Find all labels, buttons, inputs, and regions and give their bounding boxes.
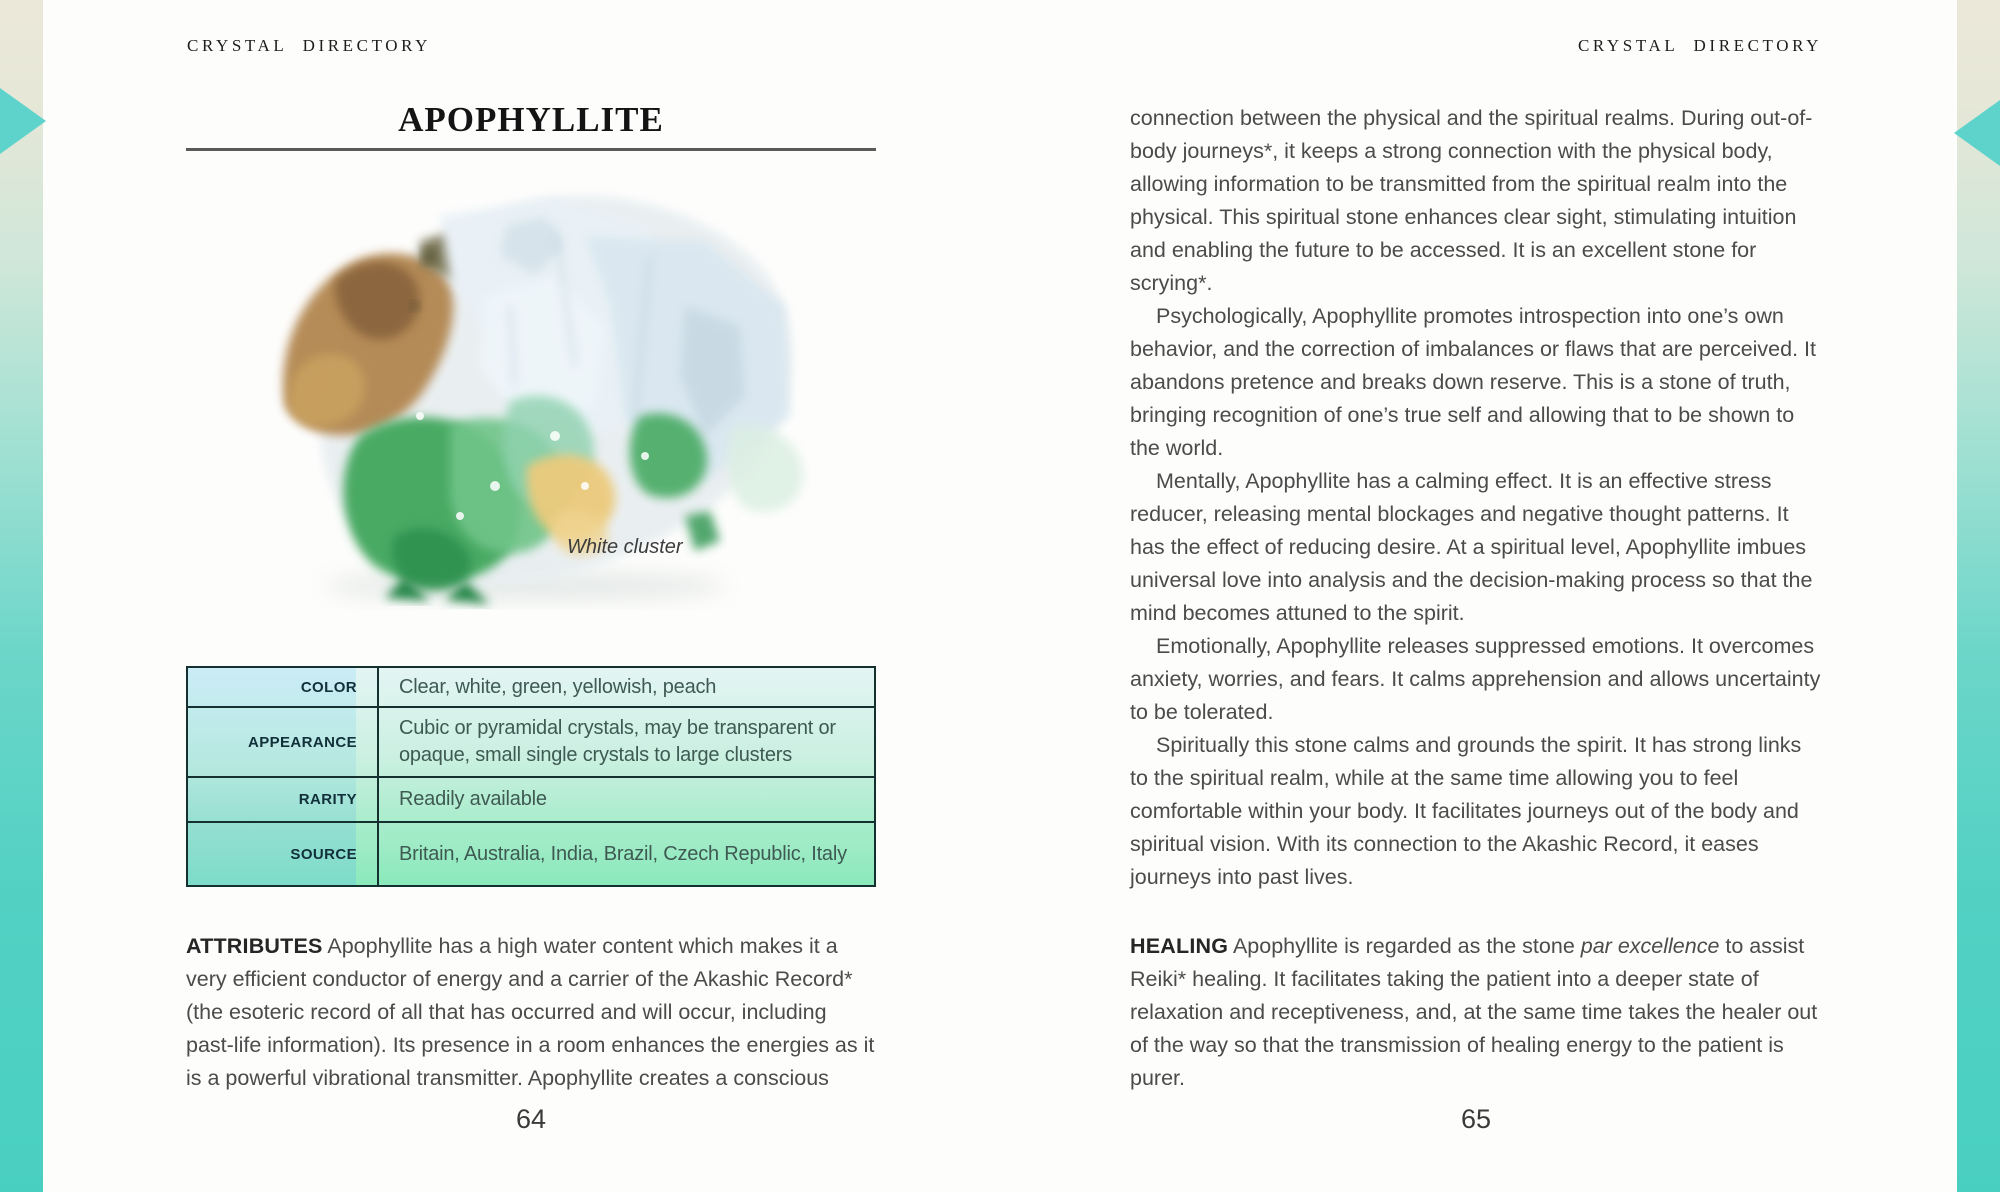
table-row-source — [187, 822, 875, 886]
table-row-rarity — [187, 777, 875, 822]
row-label: APPEARANCE — [187, 707, 378, 777]
paragraph: Spiritually this stone calms and grounds the spirit. It has strong links to the spiritual realm, while at the same time allowing you to feel comfortable within your body. It facilitates journeys out of the body and spiritual vision. With its connection to the Akashic Record, it eases journeys into past lives. — [1130, 733, 1802, 889]
spec-table — [186, 666, 876, 887]
paragraph: Mentally, Apophyllite has a calming effect. It is an effective stress reducer, releasing mental blockages and negative thought patterns. It has the effect of reducing desire. At a spiritual level, Apophyllite imbues universal love into analysis and the decision-making process so that the mind becomes attuned to the spirit. — [1130, 469, 1813, 625]
paragraph: Psychologically, Apophyllite promotes introspection into one’s own behavior, and the correction of imbalances or flaws that are perceived. It abandons pretence and breaks down reserve. This is a stone of truth, bringing recognition of one’s true self and allowing that to be shown to the world. — [1130, 304, 1816, 460]
row-label: SOURCE — [187, 822, 378, 886]
row-value: Cubic or pyramidal crystals, may be transparent or opaque, small single crystals to large clusters — [378, 707, 875, 777]
row-label: RARITY — [187, 777, 378, 822]
photo-caption: White cluster — [567, 536, 683, 558]
healing-paragraph — [1130, 930, 1822, 1095]
table-row-appearance — [187, 707, 875, 777]
paragraph: connection between the physical and the spiritual realms. During out-of-body journeys*, it keeps a strong connection with the physical body, allowing information to be transmitted from the spiritual realm into the physical. This spiritual stone enhances clear sight, stimulating intuition and enabling the future to be accessed. It is an excellent stone for scrying*. — [1130, 106, 1813, 295]
table-row-color — [187, 667, 875, 707]
page-number-left: 64 — [515, 1104, 547, 1134]
healing-label: HEALING — [1130, 934, 1229, 958]
row-label: COLOR — [187, 667, 378, 707]
attributes-text: Apophyllite has a high water content which makes it a very efficient conductor of energy and a carrier of the Akashic Record* (the esoteric record of all that has occurred and will occur, including past-life information). Its presence in a room enhances the energies as it is a powerful vibrational transmitter. Apophyllite creates a conscious — [186, 934, 875, 1090]
healing-text-before: Apophyllite is regarded as the stone — [1232, 934, 1581, 958]
row-value: Britain, Australia, India, Brazil, Czech Republic, Italy — [378, 822, 875, 886]
entry-title: APOPHYLLITE — [186, 100, 876, 151]
row-value: Clear, white, green, yellowish, peach — [378, 667, 875, 707]
right-page-edge-decoration — [1957, 0, 2000, 1192]
attributes-paragraph — [186, 930, 880, 1095]
left-page-edge-decoration — [0, 0, 43, 1192]
page-number-right: 65 — [1460, 1104, 1492, 1134]
crystal-cluster-image — [255, 186, 815, 610]
right-page-text — [1130, 102, 1822, 894]
attributes-label: ATTRIBUTES — [186, 934, 323, 958]
healing-italic-phrase: par excellence — [1580, 934, 1720, 958]
row-value: Readily available — [378, 777, 875, 822]
apophyllite-photo-illustration — [255, 186, 815, 610]
running-header-left: CRYSTAL DIRECTORY — [187, 36, 432, 55]
paragraph: Emotionally, Apophyllite releases suppressed emotions. It overcomes anxiety, worries, and fears. It calms apprehension and allows uncertainty to be tolerated. — [1130, 634, 1821, 724]
running-header-right: CRYSTAL DIRECTORY — [1577, 36, 1822, 55]
healing-text-after: to assist Reiki* healing. It facilitates taking the patient into a deeper state of relaxation and receptiveness, and, at the same time takes the healer out of the way so that the transmission of healing energy to the patient is purer. — [1130, 934, 1818, 1090]
